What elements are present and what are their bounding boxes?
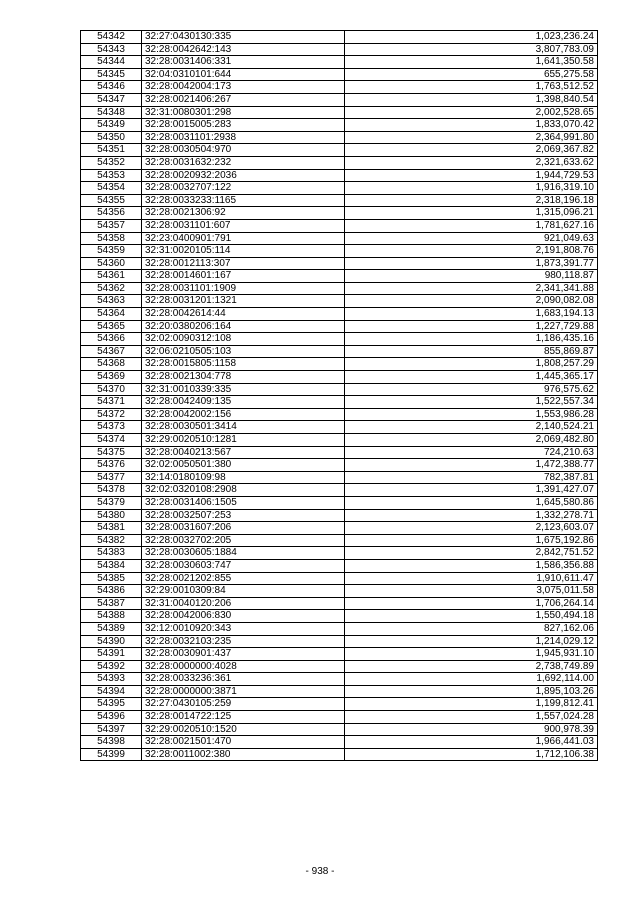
cadastral-number-cell: 32:28:0015805:1158 <box>142 358 345 371</box>
cadastral-value-cell: 1,586,356.88 <box>345 559 598 572</box>
row-number-cell: 54398 <box>81 736 142 749</box>
cadastral-value-cell: 2,069,367.82 <box>345 144 598 157</box>
cadastral-value-cell: 1,522,557.34 <box>345 396 598 409</box>
cadastral-value-cell: 1,550,494.18 <box>345 610 598 623</box>
table-row <box>81 358 598 371</box>
table-row <box>81 282 598 295</box>
table-body <box>81 31 598 761</box>
row-number-cell: 54375 <box>81 446 142 459</box>
row-number-cell: 54372 <box>81 408 142 421</box>
cadastral-value-cell: 1,315,096.21 <box>345 207 598 220</box>
table-row <box>81 736 598 749</box>
cadastral-value-cell: 1,553,986.28 <box>345 408 598 421</box>
cadastral-number-cell: 32:28:0031101:607 <box>142 219 345 232</box>
cadastral-number-cell: 32:28:0042409:135 <box>142 396 345 409</box>
table-row <box>81 585 598 598</box>
cadastral-value-cell: 1,706,264.14 <box>345 597 598 610</box>
cadastral-number-cell: 32:28:0030901:437 <box>142 648 345 661</box>
row-number-cell: 54351 <box>81 144 142 157</box>
cadastral-value-cell: 1,214,029.12 <box>345 635 598 648</box>
table-row <box>81 56 598 69</box>
row-number-cell: 54354 <box>81 182 142 195</box>
cadastral-value-cell: 1,391,427.07 <box>345 484 598 497</box>
row-number-cell: 54381 <box>81 522 142 535</box>
cadastral-number-cell: 32:28:0042002:156 <box>142 408 345 421</box>
cadastral-number-cell: 32:28:0021501:470 <box>142 736 345 749</box>
cadastral-number-cell: 32:28:0042006:830 <box>142 610 345 623</box>
row-number-cell: 54396 <box>81 711 142 724</box>
row-number-cell: 54346 <box>81 81 142 94</box>
table-row <box>81 194 598 207</box>
table-row <box>81 610 598 623</box>
row-number-cell: 54359 <box>81 245 142 258</box>
cadastral-value-cell: 1,227,729.88 <box>345 320 598 333</box>
table-row <box>81 383 598 396</box>
table-row <box>81 232 598 245</box>
row-number-cell: 54363 <box>81 295 142 308</box>
cadastral-number-cell: 32:28:0042004:173 <box>142 81 345 94</box>
row-number-cell: 54377 <box>81 471 142 484</box>
table-row <box>81 207 598 220</box>
table-row <box>81 270 598 283</box>
row-number-cell: 54342 <box>81 31 142 44</box>
row-number-cell: 54380 <box>81 509 142 522</box>
table-row <box>81 434 598 447</box>
row-number-cell: 54392 <box>81 660 142 673</box>
cadastral-number-cell: 32:28:0015005:283 <box>142 119 345 132</box>
row-number-cell: 54391 <box>81 648 142 661</box>
table-row <box>81 421 598 434</box>
cadastral-number-cell: 32:28:0031406:331 <box>142 56 345 69</box>
cadastral-value-cell: 782,387.81 <box>345 471 598 484</box>
cadastral-number-cell: 32:28:0014722:125 <box>142 711 345 724</box>
cadastral-value-cell: 900,978.39 <box>345 723 598 736</box>
table-row <box>81 559 598 572</box>
cadastral-value-cell: 1,398,840.54 <box>345 93 598 106</box>
cadastral-value-cell: 1,645,580.86 <box>345 496 598 509</box>
cadastral-value-cell: 724,210.63 <box>345 446 598 459</box>
cadastral-number-cell: 32:27:0430130:335 <box>142 31 345 44</box>
row-number-cell: 54364 <box>81 308 142 321</box>
cadastral-value-cell: 3,075,011.58 <box>345 585 598 598</box>
table-row <box>81 119 598 132</box>
row-number-cell: 54399 <box>81 748 142 761</box>
row-number-cell: 54358 <box>81 232 142 245</box>
table-row <box>81 396 598 409</box>
table-row <box>81 156 598 169</box>
cadastral-value-cell: 976,575.62 <box>345 383 598 396</box>
cadastral-number-cell: 32:28:0032702:205 <box>142 534 345 547</box>
cadastral-number-cell: 32:28:0000000:3871 <box>142 685 345 698</box>
cadastral-number-cell: 32:28:0031607:206 <box>142 522 345 535</box>
table-row <box>81 131 598 144</box>
row-number-cell: 54356 <box>81 207 142 220</box>
table-row <box>81 408 598 421</box>
row-number-cell: 54395 <box>81 698 142 711</box>
table-row <box>81 106 598 119</box>
cadastral-value-cell: 1,910,611.47 <box>345 572 598 585</box>
cadastral-value-cell: 1,873,391.77 <box>345 257 598 270</box>
row-number-cell: 54378 <box>81 484 142 497</box>
table-row <box>81 219 598 232</box>
table-row <box>81 459 598 472</box>
cadastral-value-cell: 1,916,319.10 <box>345 182 598 195</box>
cadastral-number-cell: 32:06:0210505:103 <box>142 345 345 358</box>
cadastral-value-cell: 2,140,524.21 <box>345 421 598 434</box>
table-row <box>81 43 598 56</box>
cadastral-value-cell: 2,123,603.07 <box>345 522 598 535</box>
row-number-cell: 54344 <box>81 56 142 69</box>
row-number-cell: 54353 <box>81 169 142 182</box>
cadastral-number-cell: 32:28:0032507:253 <box>142 509 345 522</box>
cadastral-value-cell: 2,321,633.62 <box>345 156 598 169</box>
cadastral-number-cell: 32:02:0320108:2908 <box>142 484 345 497</box>
row-number-cell: 54355 <box>81 194 142 207</box>
table-row <box>81 81 598 94</box>
table-row <box>81 484 598 497</box>
table-row <box>81 471 598 484</box>
table-row <box>81 308 598 321</box>
cadastral-number-cell: 32:04:0310101:644 <box>142 68 345 81</box>
row-number-cell: 54379 <box>81 496 142 509</box>
row-number-cell: 54367 <box>81 345 142 358</box>
table-row <box>81 31 598 44</box>
row-number-cell: 54350 <box>81 131 142 144</box>
table-row <box>81 635 598 648</box>
table-row <box>81 534 598 547</box>
cadastral-number-cell: 32:31:0080301:298 <box>142 106 345 119</box>
table-row <box>81 68 598 81</box>
cadastral-number-cell: 32:27:0430105:259 <box>142 698 345 711</box>
cadastral-number-cell: 32:28:0042642:143 <box>142 43 345 56</box>
table-row <box>81 333 598 346</box>
cadastral-value-cell: 2,341,341.88 <box>345 282 598 295</box>
row-number-cell: 54369 <box>81 371 142 384</box>
cadastral-number-cell: 32:12:0010920:343 <box>142 622 345 635</box>
table-row <box>81 169 598 182</box>
row-number-cell: 54389 <box>81 622 142 635</box>
cadastral-number-cell: 32:28:0040213:567 <box>142 446 345 459</box>
cadastral-value-cell: 1,966,441.03 <box>345 736 598 749</box>
table-row <box>81 371 598 384</box>
row-number-cell: 54374 <box>81 434 142 447</box>
row-number-cell: 54345 <box>81 68 142 81</box>
cadastral-number-cell: 32:28:0033233:1165 <box>142 194 345 207</box>
cadastral-value-cell: 1,186,435.16 <box>345 333 598 346</box>
cadastral-value-cell: 1,683,194.13 <box>345 308 598 321</box>
row-number-cell: 54382 <box>81 534 142 547</box>
cadastral-number-cell: 32:28:0031101:1909 <box>142 282 345 295</box>
cadastral-number-cell: 32:29:0010309:84 <box>142 585 345 598</box>
table-row <box>81 711 598 724</box>
cadastral-value-cell: 1,332,278.71 <box>345 509 598 522</box>
cadastral-value-cell: 1,675,192.86 <box>345 534 598 547</box>
row-number-cell: 54347 <box>81 93 142 106</box>
cadastral-number-cell: 32:28:0021202:855 <box>142 572 345 585</box>
cadastral-value-cell: 1,692,114.00 <box>345 673 598 686</box>
cadastral-number-cell: 32:02:0050501:380 <box>142 459 345 472</box>
cadastral-value-cell: 1,833,070.42 <box>345 119 598 132</box>
cadastral-number-cell: 32:31:0040120:206 <box>142 597 345 610</box>
page-number: - 938 - <box>305 866 335 877</box>
cadastral-value-cell: 1,895,103.26 <box>345 685 598 698</box>
cadastral-value-cell: 1,781,627.16 <box>345 219 598 232</box>
row-number-cell: 54387 <box>81 597 142 610</box>
cadastral-value-cell: 1,023,236.24 <box>345 31 598 44</box>
row-number-cell: 54348 <box>81 106 142 119</box>
cadastral-value-cell: 2,191,808.76 <box>345 245 598 258</box>
row-number-cell: 54397 <box>81 723 142 736</box>
cadastral-number-cell: 32:28:0030504:970 <box>142 144 345 157</box>
cadastral-value-cell: 921,049.63 <box>345 232 598 245</box>
cadastral-number-cell: 32:28:0033236:361 <box>142 673 345 686</box>
cadastral-number-cell: 32:28:0012113:307 <box>142 257 345 270</box>
cadastral-number-cell: 32:28:0031632:232 <box>142 156 345 169</box>
cadastral-value-cell: 855,869.87 <box>345 345 598 358</box>
table-row <box>81 522 598 535</box>
row-number-cell: 54386 <box>81 585 142 598</box>
cadastral-number-cell: 32:28:0030605:1884 <box>142 547 345 560</box>
cadastral-number-cell: 32:23:0400901:791 <box>142 232 345 245</box>
cadastral-value-cell: 1,445,365.17 <box>345 371 598 384</box>
row-number-cell: 54394 <box>81 685 142 698</box>
cadastral-value-cell: 2,002,528.65 <box>345 106 598 119</box>
row-number-cell: 54368 <box>81 358 142 371</box>
row-number-cell: 54365 <box>81 320 142 333</box>
row-number-cell: 54352 <box>81 156 142 169</box>
cadastral-number-cell: 32:29:0020510:1520 <box>142 723 345 736</box>
cadastral-number-cell: 32:31:0020105:114 <box>142 245 345 258</box>
cadastral-number-cell: 32:28:0030603:747 <box>142 559 345 572</box>
table-row <box>81 496 598 509</box>
table-row <box>81 93 598 106</box>
row-number-cell: 54357 <box>81 219 142 232</box>
cadastral-value-cell: 1,472,388.77 <box>345 459 598 472</box>
cadastral-number-cell: 32:02:0090312:108 <box>142 333 345 346</box>
table-row <box>81 345 598 358</box>
table-row <box>81 673 598 686</box>
row-number-cell: 54383 <box>81 547 142 560</box>
cadastral-value-cell: 2,842,751.52 <box>345 547 598 560</box>
cadastral-number-cell: 32:14:0180109:98 <box>142 471 345 484</box>
cadastral-number-cell: 32:20:0380206:164 <box>142 320 345 333</box>
row-number-cell: 54393 <box>81 673 142 686</box>
table-row <box>81 698 598 711</box>
cadastral-number-cell: 32:28:0000000:4028 <box>142 660 345 673</box>
row-number-cell: 54384 <box>81 559 142 572</box>
cadastral-value-cell: 1,763,512.52 <box>345 81 598 94</box>
cadastral-number-cell: 32:28:0032707:122 <box>142 182 345 195</box>
cadastral-number-cell: 32:28:0021406:267 <box>142 93 345 106</box>
row-number-cell: 54376 <box>81 459 142 472</box>
table-row <box>81 547 598 560</box>
cadastral-number-cell: 32:28:0014601:167 <box>142 270 345 283</box>
cadastral-number-cell: 32:28:0021306:92 <box>142 207 345 220</box>
row-number-cell: 54370 <box>81 383 142 396</box>
cadastral-value-cell: 2,364,991.80 <box>345 131 598 144</box>
table-row <box>81 182 598 195</box>
table-row <box>81 245 598 258</box>
row-number-cell: 54366 <box>81 333 142 346</box>
table-row <box>81 257 598 270</box>
row-number-cell: 54388 <box>81 610 142 623</box>
cadastral-value-cell: 1,808,257.29 <box>345 358 598 371</box>
cadastral-value-cell: 2,318,196.18 <box>345 194 598 207</box>
row-number-cell: 54343 <box>81 43 142 56</box>
table-row <box>81 660 598 673</box>
row-number-cell: 54390 <box>81 635 142 648</box>
table-row <box>81 320 598 333</box>
table-row <box>81 685 598 698</box>
row-number-cell: 54361 <box>81 270 142 283</box>
cadastral-number-cell: 32:28:0031406:1505 <box>142 496 345 509</box>
table-row <box>81 144 598 157</box>
cadastral-number-cell: 32:29:0020510:1281 <box>142 434 345 447</box>
table-row <box>81 723 598 736</box>
table-row <box>81 509 598 522</box>
table-row <box>81 446 598 459</box>
row-number-cell: 54360 <box>81 257 142 270</box>
cadastral-value-cell: 1,945,931.10 <box>345 648 598 661</box>
table-row <box>81 572 598 585</box>
cadastral-number-cell: 32:31:0010339:335 <box>142 383 345 396</box>
cadastral-value-cell: 827,162.06 <box>345 622 598 635</box>
cadastral-value-cell: 980,118.87 <box>345 270 598 283</box>
table-row <box>81 648 598 661</box>
cadastral-number-cell: 32:28:0031201:1321 <box>142 295 345 308</box>
cadastral-number-cell: 32:28:0030501:3414 <box>142 421 345 434</box>
cadastral-number-cell: 32:28:0032103:235 <box>142 635 345 648</box>
row-number-cell: 54371 <box>81 396 142 409</box>
cadastral-value-cell: 2,738,749.89 <box>345 660 598 673</box>
cadastral-value-cell: 655,275.58 <box>345 68 598 81</box>
cadastral-value-cell: 2,069,482.80 <box>345 434 598 447</box>
cadastral-value-cell: 3,807,783.09 <box>345 43 598 56</box>
cadastral-number-cell: 32:28:0020932:2036 <box>142 169 345 182</box>
table-row <box>81 748 598 761</box>
cadastral-value-table <box>80 30 598 761</box>
row-number-cell: 54373 <box>81 421 142 434</box>
cadastral-value-cell: 1,557,024.28 <box>345 711 598 724</box>
cadastral-number-cell: 32:28:0011002:380 <box>142 748 345 761</box>
cadastral-value-cell: 1,641,350.58 <box>345 56 598 69</box>
cadastral-value-cell: 2,090,082.08 <box>345 295 598 308</box>
table-row <box>81 295 598 308</box>
cadastral-number-cell: 32:28:0042614:44 <box>142 308 345 321</box>
cadastral-number-cell: 32:28:0031101:2938 <box>142 131 345 144</box>
cadastral-value-cell: 1,712,106.38 <box>345 748 598 761</box>
cadastral-value-cell: 1,199,812.41 <box>345 698 598 711</box>
table-row <box>81 622 598 635</box>
cadastral-value-cell: 1,944,729.53 <box>345 169 598 182</box>
row-number-cell: 54362 <box>81 282 142 295</box>
row-number-cell: 54385 <box>81 572 142 585</box>
cadastral-number-cell: 32:28:0021304:778 <box>142 371 345 384</box>
table-row <box>81 597 598 610</box>
row-number-cell: 54349 <box>81 119 142 132</box>
